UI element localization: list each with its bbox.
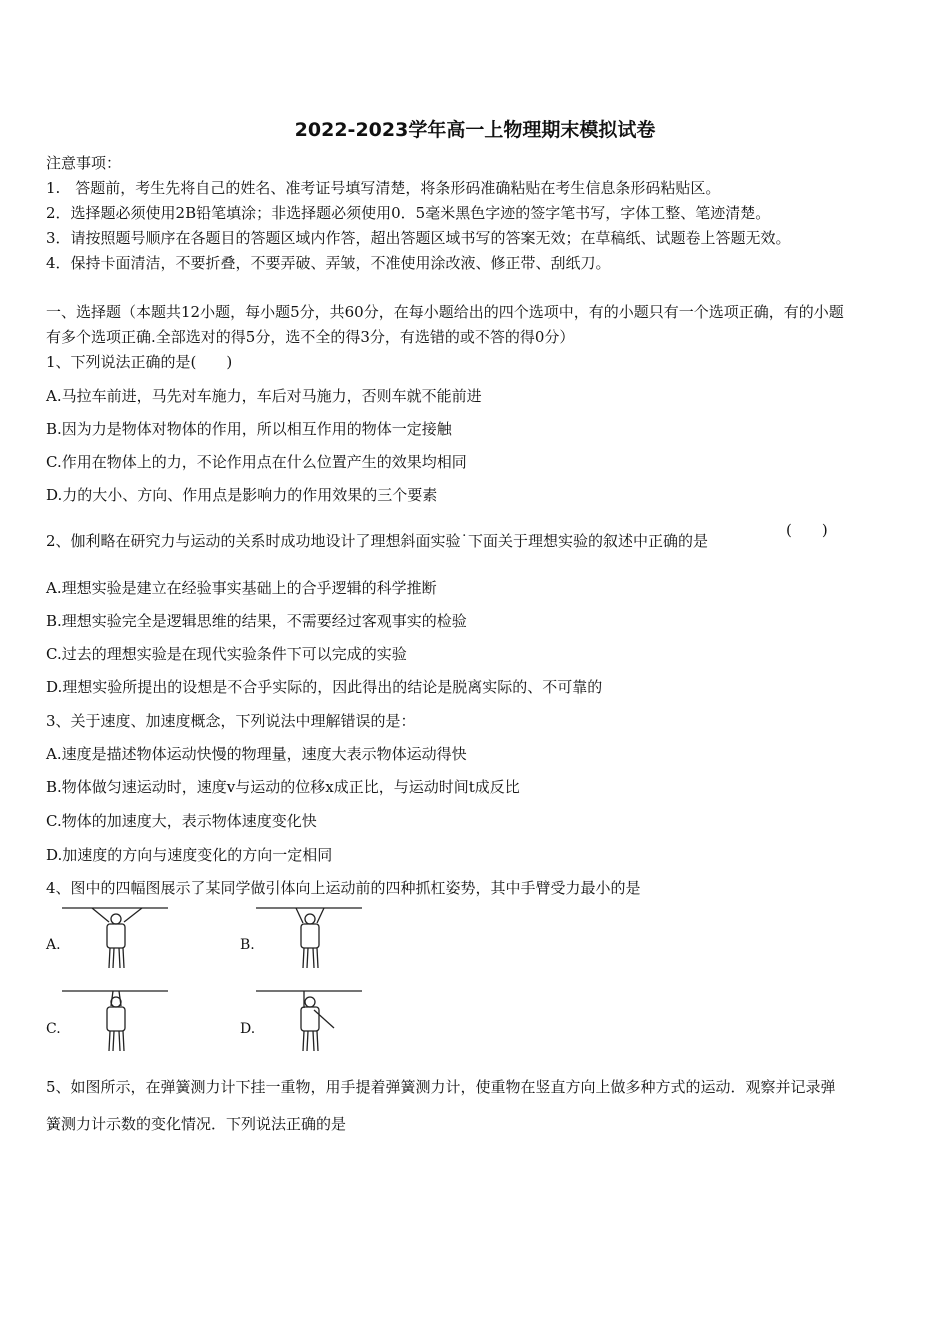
q2-stem: 2、伽利略在研究力与运动的关系时成功地设计了理想斜面实验˙下面关于理想实验的叙述中正确的是 [46,532,709,550]
q5-stem-line1: 5、如图所示，在弹簧测力计下挂一重物，用手提着弹簧测力计，使重物在竖直方向上做多种方式的运动．观察并记录弹 [46,1078,836,1096]
q5-stem-line2: 簧测力计示数的变化情况．下列说法正确的是 [46,1115,347,1133]
q1-option-c: C.作用在物体上的力，不论作用点在什么位置产生的效果均相同 [46,453,467,471]
q3-option-b: B.物体做匀速运动时，速度v与运动的位移x成正比，与运动时间t成反比 [46,778,520,796]
q3-option-d: D.加速度的方向与速度变化的方向一定相同 [46,846,333,864]
q4-label-b: B. [240,937,255,953]
notice-item-1: 1. 答题前，考生先将自己的姓名、准考证号填写清楚，将条形码准确粘贴在考生信息条形码粘贴区。 [46,179,721,197]
notice-item-4: 4．保持卡面清洁，不要折叠，不要弄破、弄皱，不准使用涂改液、修正带、刮纸刀。 [46,254,611,272]
q1-option-b: B.因为力是物体对物体的作用，所以相互作用的物体一定接触 [46,420,452,438]
section-intro-line1: 一、选择题（本题共12小题，每小题5分，共60分，在每小题给出的四个选项中，有的小题只有一个选项正确，有的小题 [46,303,844,321]
page-title: 2022-2023学年高一上物理期末模拟试卷 [294,119,656,141]
q1-option-a: A.马拉车前进，马先对车施力，车后对马施力，否则车就不能前进 [46,387,482,405]
notice-item-2: 2．选择题必须使用2B铅笔填涂；非选择题必须使用0．5毫米黑色字迹的签字笔书写，字体工整、笔迹清楚。 [46,204,771,222]
q4-label-d: D. [240,1021,256,1037]
q4-label-a: A. [46,937,61,953]
q3-stem: 3、关于速度、加速度概念，下列说法中理解错误的是： [46,712,416,730]
q1-stem: 1、下列说法正确的是( ) [46,353,233,371]
q3-option-a: A.速度是描述物体运动快慢的物理量，速度大表示物体运动得快 [46,745,467,763]
notice-item-3: 3．请按照题号顺序在各题目的答题区域内作答，超出答题区域书写的答案无效；在草稿纸、试题卷上答题无效。 [46,229,791,247]
section-intro-line2: 有多个选项正确.全部选对的得5分，选不全的得3分，有选错的或不答的得0分） [46,328,575,346]
q2-option-d: D.理想实验所提出的设想是不合乎实际的，因此得出的结论是脱离实际的、不可靠的 [46,678,603,696]
q4-label-c: C. [46,1021,61,1037]
q3-option-c: C.物体的加速度大，表示物体速度变化快 [46,812,317,830]
q4-figure-b [256,905,364,971]
q4-figure-a [62,905,170,971]
q4-figure-d [256,988,364,1054]
q2-option-a: A.理想实验是建立在经验事实基础上的合乎逻辑的科学推断 [46,579,437,597]
q1-option-d: D.力的大小、方向、作用点是影响力的作用效果的三个要素 [46,486,438,504]
q4-stem: 4、图中的四幅图展示了某同学做引体向上运动前的四种抓杠姿势，其中手臂受力最小的是 [46,879,641,897]
q2-option-c: C.过去的理想实验是在现代实验条件下可以完成的实验 [46,645,407,663]
notice-heading: 注意事项： [46,154,122,172]
q4-figure-c [62,988,170,1054]
q2-option-b: B.理想实验完全是逻辑思维的结果，不需要经过客观事实的检验 [46,612,467,630]
q2-answer-paren: ( ) [786,521,828,539]
